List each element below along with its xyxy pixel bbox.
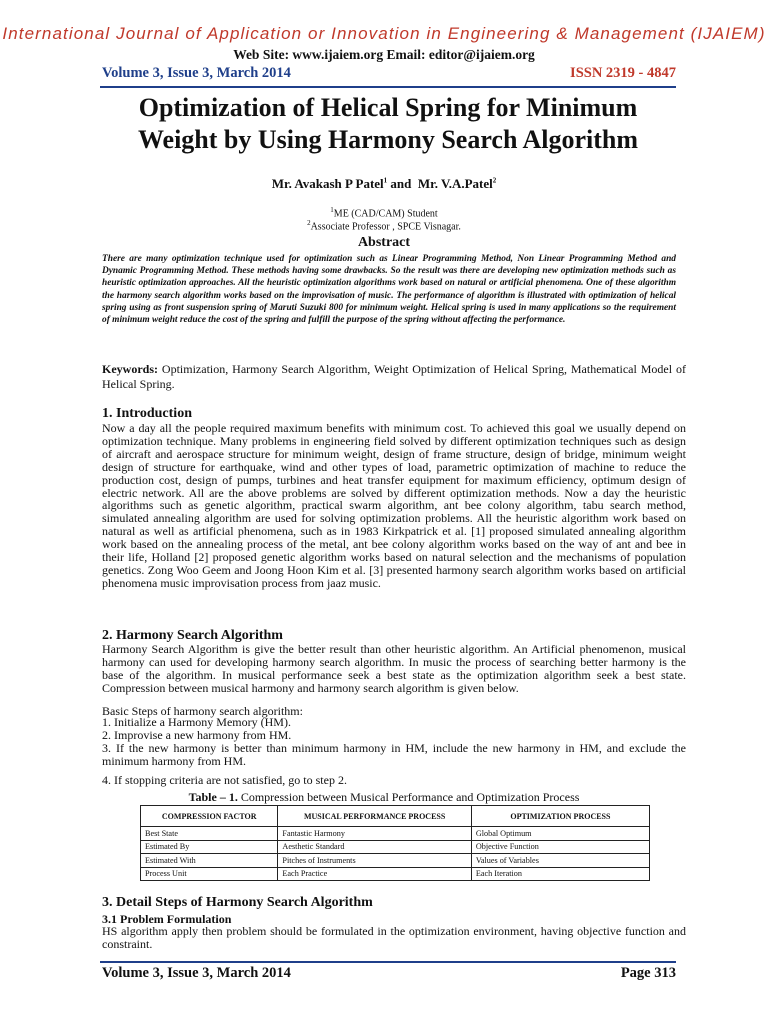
table-header-row bbox=[141, 806, 650, 827]
table-cell: Estimated With bbox=[141, 854, 278, 868]
footer-rule bbox=[100, 961, 676, 963]
section-3-heading: 3. Detail Steps of Harmony Search Algorithm bbox=[102, 895, 373, 910]
table-cell: Fantastic Harmony bbox=[278, 827, 471, 841]
author-1-mark: 1 bbox=[383, 176, 388, 185]
table-row bbox=[141, 840, 650, 854]
section-2-text: Harmony Search Algorithm is give the better result than other heuristic algorithm. An Artificial phenomenon, musical harmony can used for developing harmony search algorithm. In music the process of searching better harmony is the base of the algorithm. In musical performance seek a best state as the optimization algorithm seek a best state. Compression between musical harmony and harmony search algorithm is given below. bbox=[102, 642, 686, 695]
table-cell: Estimated By bbox=[141, 840, 278, 854]
section-2-heading: 2. Harmony Search Algorithm bbox=[102, 628, 283, 643]
table-header-cell: COMPRESSION FACTOR bbox=[141, 806, 278, 827]
table-cell: Best State bbox=[141, 827, 278, 841]
keywords bbox=[102, 362, 686, 392]
affiliation-1 bbox=[0, 206, 768, 219]
affiliation-1-mark: 1 bbox=[330, 206, 334, 214]
footer-page-number: Page 313 bbox=[620, 965, 676, 981]
table-cell: Process Unit bbox=[141, 867, 278, 881]
table-cell: Objective Function bbox=[471, 840, 649, 854]
section-1-text: Now a day all the people required maximum benefits with minimum cost. To achieved this goal we usually depend on optimization technique. Many problems in engineering field solved by different optimization techniques such as design of aircraft and aerospace structure for minimum weight, design of frame structure, design of bridge, minimum weight design of structure for earthquake, wind and other types of load, parametric optimization of machine to reduce the production cost, design of pumps, turbines and heat transfer equipment for maximum efficiency, optimum design of electric network. All are the above problems are solved by different optimization methods. Now a day the heuristic algorithms such as genetic algorithm, practical swarm algorithm, ant bee colony algorithm, tabu search method, simulated annealing algorithm are used for solving optimization problems. All the heuristic algorithm work based on natural as well as artificial phenomena, such as in 1983 Kirkpatrick et al. [1] proposed simulated annealing algorithm work based on the annealing process of the metal, ant bee colony algorithm works based on the way of ant and bee in their life, Holland [2] proposed genetic algorithm works based on natural selection and the mechanisms of population genetics. Zong Woo Geem and Joong Hoon Kim et al. [3] presented harmony search algorithm works based on artificial phenomena music improvisation process from jaaz music. bbox=[102, 421, 686, 590]
author-list bbox=[0, 176, 768, 192]
footer-volume: Volume 3, Issue 3, March 2014 bbox=[102, 965, 291, 981]
table-caption-text: Compression between Musical Performance and Optimization Process bbox=[237, 790, 580, 804]
table-header-cell: OPTIMIZATION PROCESS bbox=[471, 806, 649, 827]
paper-title bbox=[100, 92, 676, 156]
table-header-cell: MUSICAL PERFORMANCE PROCESS bbox=[278, 806, 471, 827]
table-row bbox=[141, 867, 650, 881]
keywords-text: Optimization, Harmony Search Algorithm, Weight Optimization of Helical Spring, Mathematical Model of Helical Spring. bbox=[102, 362, 686, 391]
table-cell: Each Iteration bbox=[471, 867, 649, 881]
affiliation-2-mark: 2 bbox=[307, 219, 311, 227]
table-cell: Each Practice bbox=[278, 867, 471, 881]
header-volume: Volume 3, Issue 3, March 2014 bbox=[102, 65, 291, 81]
abstract-heading: Abstract bbox=[357, 235, 411, 250]
subsection-3-1-heading: 3.1 Problem Formulation bbox=[102, 912, 232, 926]
author-2-mark: 2 bbox=[492, 176, 497, 185]
author-2: Mr. V.A.Patel bbox=[417, 176, 493, 191]
author-joiner: and bbox=[387, 176, 418, 191]
section-3-text: HS algorithm apply then problem should be formulated in the optimization environment, having objective function and constraint. bbox=[102, 924, 686, 951]
step-3: 3. If the new harmony is better than minimum harmony in HM, include the new harmony in HM, and exclude the minimum harmony from HM. bbox=[102, 741, 686, 768]
step-2: 2. Improvise a new harmony from HM. bbox=[102, 728, 292, 742]
keywords-label: Keywords: bbox=[102, 362, 158, 376]
section-1-heading: 1. Introduction bbox=[102, 406, 192, 421]
table-caption bbox=[0, 790, 768, 805]
journal-website: Web Site: www.ijaiem.org Email: editor@ijaiem.org bbox=[233, 47, 535, 62]
table-cell: Global Optimum bbox=[471, 827, 649, 841]
step-4: 4. If stopping criteria are not satisfied, go to step 2. bbox=[102, 773, 347, 787]
header-issn: ISSN 2319 - 4847 bbox=[570, 65, 676, 81]
table-cell: Aesthetic Standard bbox=[278, 840, 471, 854]
comparison-table bbox=[140, 805, 650, 881]
author-1: Mr. Avakash P Patel bbox=[271, 176, 384, 191]
steps-heading: Basic Steps of harmony search algorithm: bbox=[102, 704, 303, 718]
header-rule bbox=[100, 86, 676, 88]
affiliation-2-text: Associate Professor , SPCE Visnagar. bbox=[310, 221, 461, 233]
title-line-1: Optimization of Helical Spring for Minimum bbox=[138, 93, 638, 122]
table-row bbox=[141, 854, 650, 868]
table-cell: Values of Variables bbox=[471, 854, 649, 868]
table-row bbox=[141, 827, 650, 841]
step-1: 1. Initialize a Harmony Memory (HM). bbox=[102, 715, 291, 729]
title-line-2: Weight by Using Harmony Search Algorithm bbox=[137, 125, 639, 154]
abstract-text: There are many optimization technique used for optimization such as Linear Programming Method, Non Linear Programming Method and Dynamic Programming Method. These methods having some drawbacks. So the result was there are developing new optimization methods such as heuristic optimization approaches. All the heuristic optimization algorithms work based on natural or artificial phenomena. One of these algorithm the harmony search algorithm works based on the improvisation of music. The performance of algorithm is illustrated with optimization of helical spring using as front suspension spring of Maruti Suzuki 800 for minimum weight. Helical spring is used in many applications so the requirement of minimum weight reduce the cost of the spring and fulfill the purpose of the spring without affecting the performance. bbox=[102, 254, 676, 326]
affiliation-1-text: ME (CAD/CAM) Student bbox=[333, 208, 438, 220]
affiliation-2 bbox=[0, 219, 768, 232]
table-cell: Pitches of Instruments bbox=[278, 854, 471, 868]
journal-name: International Journal of Application or Innovation in Engineering & Management (IJAIEM) bbox=[2, 24, 766, 43]
table-caption-label: Table – 1. bbox=[188, 790, 238, 804]
